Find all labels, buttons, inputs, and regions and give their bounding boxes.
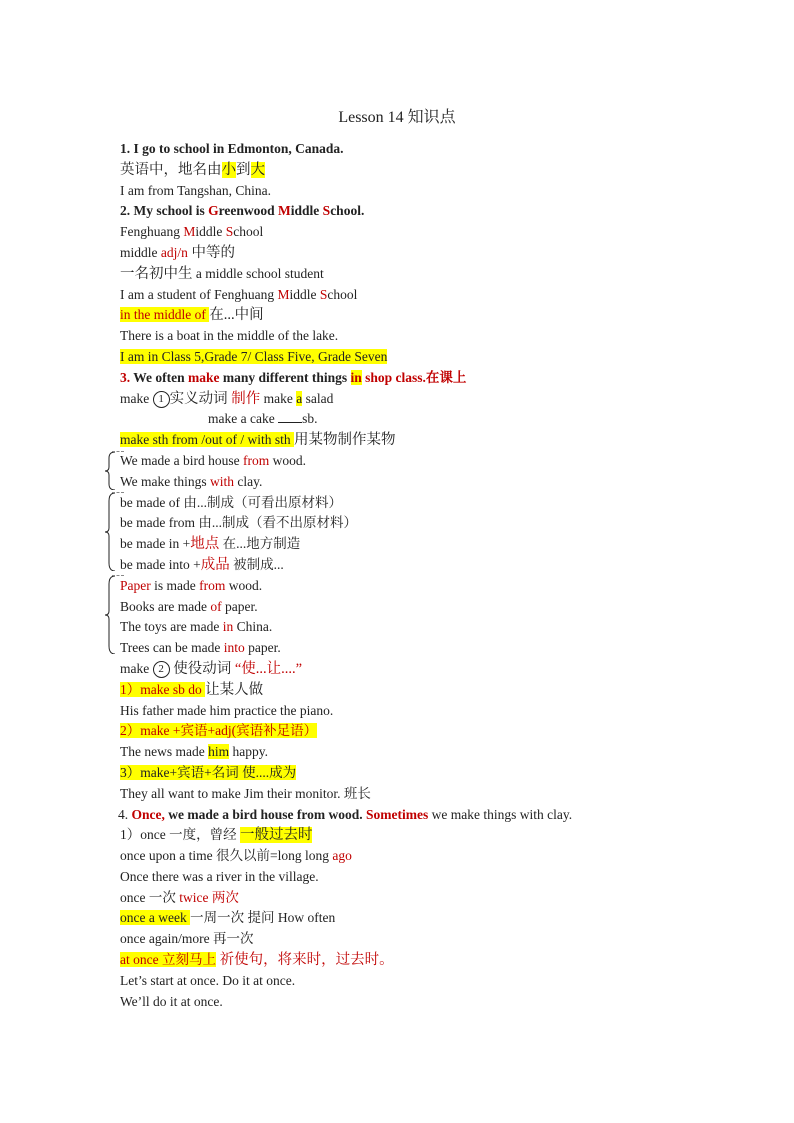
example-line: We’ll do it at once. [120,993,223,1009]
vocab-line: once a week 一周一次 提问 How often [120,910,336,926]
page-title: Lesson 14 知识点 [338,109,456,126]
section-4-heading: 4. Once, we made a bird house from wood. Sometimes we make things with clay. [118,806,573,822]
phrase-line: at once 立刻马上 祈使句，将来时，过去时。 [120,952,394,969]
example-line: The news made him happy. [120,744,268,760]
vocab-line: 1）once 一度，曾经 一般过去时 [120,827,313,844]
note-line: 英语中，地名由小到大 [120,161,265,178]
phrase-line: make sth from /out of / with sth 用某物制作某物 [120,432,396,449]
phrase-line: be made in +地点 在...地方制造 [120,536,301,553]
example-line: Once there was a river in the village. [120,868,319,884]
phrase-line: be made into +成品 被制成... [120,556,284,573]
example-line: Fenghuang Middle School [120,224,264,240]
example-line: Paper is made from wood. [120,577,263,593]
vocab-line: make 1 实义动词 制作 make a salad [120,390,334,407]
phrase-line: 1）make sb do 让某人做 [120,681,264,698]
vocab-line: make 2 使役动词 “使...让....” [120,660,303,677]
brace-made-examples [104,452,116,490]
phrase-line: be made from 由...制成（看不出原材料） [120,515,357,531]
example-line: His father made him practice the piano. [120,702,334,718]
example-line: We made a bird house from wood. [120,452,306,468]
vocab-line: once 一次 twice 两次 [120,889,239,905]
section-2-heading: 2. My school is Greenwood Middle School. [120,203,365,219]
example-line: I am from Tangshan, China. [120,182,272,198]
example-line: There is a boat in the middle of the lake. [120,328,339,344]
phrase-line: I am in Class 5,Grade 7/ Class Five, Grade Seven [120,348,388,364]
brace-be-made [104,493,116,571]
brace-passive-examples [104,576,116,654]
example-line: Books are made of paper. [120,598,258,614]
example-line: The toys are made in China. [120,619,273,635]
example-line: They all want to make Jim their monitor. 班长 [120,785,371,801]
example-line: Trees can be made into paper. [120,640,281,656]
example-line: We make things with clay. [120,473,263,489]
section-1-heading: 1. I go to school in Edmonton, Canada. [120,141,344,156]
example-line: Let’s start at once. Do it at once. [120,972,296,988]
blank-line [278,410,302,423]
phrase-line: 2）make +宾语+adj(宾语补足语） [120,723,318,739]
vocab-line: once upon a time 很久以前=long long ago [120,848,352,864]
vocab-line: 一名初中生 a middle school student [120,265,324,282]
circled-number: 1 [153,391,170,408]
section-3-heading: 3. We often make many different things in shop class.在课上 [120,369,467,385]
example-line: I am a student of Fenghuang Middle School [120,286,358,302]
notes-body [120,139,740,1012]
vocab-line: once again/more 再一次 [120,931,254,947]
vocab-line: middle adj/n 中等的 [120,244,235,261]
circled-number: 2 [153,661,170,678]
phrase-line: in the middle of 在...中间 [120,307,264,324]
phrase-line: be made of 由...制成（可看出原材料） [120,494,342,510]
example-line: make a cake sb. [208,411,318,427]
phrase-line: 3）make+宾语+名词 使....成为 [120,764,297,780]
